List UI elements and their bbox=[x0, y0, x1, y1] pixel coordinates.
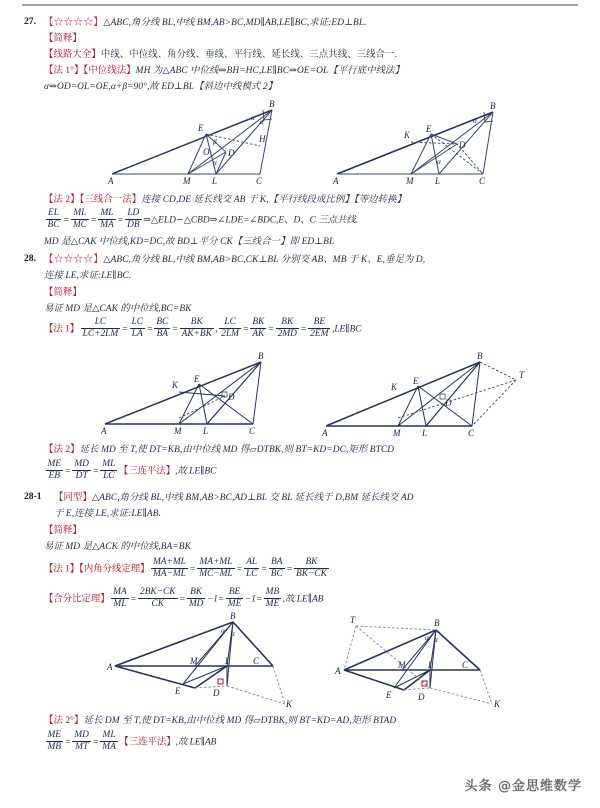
svg-text:B: B bbox=[434, 618, 440, 628]
fraction: $\frac{BK}{2MD}$ bbox=[277, 317, 297, 339]
fraction: $\frac{MA}{ML}$ bbox=[113, 587, 127, 609]
svg-text:L: L bbox=[428, 660, 434, 670]
svg-text:L: L bbox=[203, 426, 209, 436]
sep: , bbox=[215, 324, 218, 335]
problem-28-stars: 【☆☆☆☆】 bbox=[44, 255, 104, 265]
svg-text:α: α bbox=[437, 157, 441, 166]
problem-28-method2-equation: $\frac{ME}{EB}$ = $\frac{MD}{DT}$ = $\frac{ML}{LC}$ 【三连平法】,故 LE∥BC bbox=[47, 459, 217, 481]
problem-27-line3-body: α⇒OD=OL=OE,α+β=90°,故 ED⊥BL【斜边中线模式 2】 bbox=[44, 82, 278, 92]
problem-27-line2-body: MH 为△ABC 中位线⇒BH=HC,LE∥BC⇒OE=OL【平行底中线法】 bbox=[135, 66, 405, 76]
top-rule bbox=[22, 4, 578, 6]
watermark: 头条 @金思维数学 bbox=[464, 779, 582, 794]
problem-28-1-tag: 【同型】 bbox=[54, 493, 92, 503]
svg-text:M: M bbox=[398, 660, 406, 670]
figure-27-1 bbox=[100, 98, 285, 186]
svg-text:β: β bbox=[213, 137, 217, 146]
problem-27-eq-tail: ⇒△ELD∽△CBD⇒∠LDE=∠BDC,E、D、C 三点共线. bbox=[143, 215, 359, 226]
problem-28-1-method1-tag: 【法 1】【内角分线定理】 bbox=[44, 564, 150, 575]
problem-27-statement-text: △ABC,角分线 BL,中线 BM,AB>BC,MD∥AB,LE∥BC,求证:ED⊥BL. bbox=[103, 18, 367, 28]
problem-27-number: 27. bbox=[24, 16, 36, 27]
svg-text:O: O bbox=[203, 147, 210, 157]
svg-text:A: A bbox=[322, 428, 328, 438]
problem-27-stars: 【☆☆☆☆】 bbox=[44, 18, 104, 28]
fraction: $\frac{BE}{ME}$ bbox=[227, 587, 242, 609]
minus-one-1: −1= bbox=[206, 594, 225, 605]
svg-text:C: C bbox=[462, 660, 469, 670]
svg-text:α: α bbox=[260, 117, 264, 126]
problem-28-1-method1b-tail: ,故 LE∥AB bbox=[282, 594, 324, 605]
svg-text:E: E bbox=[194, 374, 200, 384]
problem-28-1-method2-equation: $\frac{ME}{MB}$ = $\frac{MD}{MT}$ = $\frac{ML}{MA}$ 【三连平法】,故 LE∥AB bbox=[47, 730, 217, 752]
fraction: $\frac{MD}{MT}$ bbox=[74, 730, 89, 752]
svg-text:M: M bbox=[406, 176, 414, 186]
svg-text:A: A bbox=[333, 176, 339, 186]
problem-28-method2-body: 延长 MD 至 T,使 DT=KB,由中位线 MD 得▱DTBK,则 BT=KD=DC,矩形 BTCD bbox=[79, 445, 395, 455]
svg-text:K: K bbox=[286, 699, 293, 708]
figure-27-2 bbox=[325, 98, 515, 186]
svg-text:α: α bbox=[231, 629, 235, 638]
svg-text:E: E bbox=[386, 690, 392, 700]
svg-text:E: E bbox=[413, 376, 419, 386]
svg-text:α: α bbox=[221, 626, 225, 635]
fraction: $\frac{BE}{2EM}$ bbox=[310, 317, 329, 339]
fraction: $\frac{BA}{BC}$ bbox=[270, 557, 283, 579]
figure-28-1-2 bbox=[330, 608, 545, 708]
svg-text:A: A bbox=[107, 662, 113, 672]
problem-28-1-method2-tag2: 【三连平法】 bbox=[119, 737, 176, 748]
problem-27-method2-tag: 【法 2】【三线合一法】 bbox=[44, 195, 142, 205]
problem-27-method2 bbox=[44, 193, 406, 208]
fraction: $\frac{MA+ML}{MC-ML}$ bbox=[199, 557, 233, 579]
svg-text:D: D bbox=[213, 688, 220, 698]
problem-28-1-method2-tail: ,故 LE∥AB bbox=[175, 737, 217, 748]
fraction: $\frac{ME}{MB}$ bbox=[47, 730, 62, 752]
svg-text:D: D bbox=[418, 692, 425, 702]
problem-28-statement2: 连接 LE,求证:LE∥BC. bbox=[44, 271, 132, 281]
svg-text:A: A bbox=[101, 426, 107, 436]
problem-28-1-line1-body: 易证 MD 是△ACK 的中位线,BA=BK bbox=[44, 542, 191, 552]
svg-text:K: K bbox=[404, 130, 411, 140]
svg-text:H: H bbox=[259, 134, 266, 144]
problem-28-1-line0-tag: 【简释】 bbox=[44, 526, 82, 536]
fraction: $\frac{LC}{LA}$ bbox=[131, 317, 143, 339]
figure-28-1 bbox=[95, 348, 285, 436]
svg-text:A: A bbox=[335, 666, 341, 676]
problem-28-number: 28. bbox=[24, 253, 36, 264]
problem-28-1-number: 28-1 bbox=[24, 491, 42, 502]
problem-28-line0-tag: 【简释】 bbox=[44, 288, 82, 298]
svg-text:L: L bbox=[225, 656, 231, 666]
problem-28-1-method2 bbox=[44, 714, 396, 729]
problem-28-method1-tag: 【法 1】 bbox=[44, 324, 80, 335]
svg-text:α: α bbox=[434, 635, 438, 644]
svg-text:D: D bbox=[228, 392, 235, 402]
problem-27-line0-tag: 【简释】 bbox=[44, 34, 82, 44]
fraction: $\frac{BK}{AK+BK}$ bbox=[181, 317, 212, 339]
fraction: $\frac{LC}{LC+2LM}$ bbox=[82, 317, 119, 339]
problem-28-1-method2-body: 延长 DM 至 T,使 DT=KB,由中位线 MD 得▱DTBK,则 BT=KD=AD,矩形 BTAD bbox=[83, 716, 397, 726]
svg-text:C: C bbox=[249, 426, 256, 436]
problem-28-1-statement bbox=[54, 491, 414, 506]
fraction: $\frac{MB}{ME}$ bbox=[265, 587, 280, 609]
minus-one-2: −1= bbox=[244, 594, 263, 605]
fraction: $\frac{EL}{BC}$ bbox=[47, 208, 60, 230]
svg-text:B: B bbox=[258, 351, 264, 361]
problem-28-statement-text: △ABC,角分线 BL,中线 BM,AB>BC,CK⊥BL 分别交 AB、MB 于 K、E,垂足为 D, bbox=[103, 255, 426, 265]
svg-text:C: C bbox=[253, 656, 260, 666]
problem-28-1-statement-text: △ABC,角分线 BL,中线 BM,AB>BC,AD⊥BL 交 BL 延长线于 D,BM 延长线交 AD bbox=[91, 493, 414, 503]
problem-28-statement bbox=[44, 253, 425, 268]
svg-text:C: C bbox=[479, 176, 486, 186]
svg-text:K: K bbox=[391, 382, 398, 392]
svg-text:α: α bbox=[251, 113, 255, 122]
problem-28-1-method1: 【法 1】【内角分线定理】 $\frac{MA+ML}{MA-ML}$ = $\frac{MA+ML}{MC-ML}$ = $\frac{AL}{LC}$ = $\frac{BA}{BC}$ = $\frac{BK}{BK-CK}$ bbox=[44, 557, 327, 579]
fraction: $\frac{2BK-CK}{CK}$ bbox=[140, 587, 176, 609]
fraction: $\frac{MA+ML}{MA-ML}$ bbox=[152, 557, 186, 579]
problem-28-method2 bbox=[44, 443, 394, 458]
svg-text:L: L bbox=[435, 176, 441, 186]
problem-28-method2-tail: ,故 LE∥BC bbox=[175, 466, 217, 477]
fraction: $\frac{BC}{BA}$ bbox=[156, 317, 169, 339]
svg-text:α: α bbox=[425, 633, 429, 642]
problem-28-1-statement2: 于 E,连接 LE,求证:LE∥AB. bbox=[54, 509, 162, 519]
problem-27-line1-tag: 【线路大全】 bbox=[44, 50, 101, 60]
fraction: $\frac{ML}{MC}$ bbox=[72, 208, 87, 230]
svg-text:α: α bbox=[473, 116, 477, 125]
problem-27-line1-body: 中线、中位线、角分线、垂线、平行线、延长线、三点共线、三线合一. bbox=[100, 50, 398, 60]
problem-27-line2 bbox=[44, 64, 404, 79]
fraction: $\frac{AL}{LC}$ bbox=[245, 557, 258, 579]
svg-text:E: E bbox=[426, 124, 432, 134]
problem-27-statement bbox=[44, 16, 367, 31]
problem-28-method2-tag: 【法 2】 bbox=[44, 445, 80, 455]
svg-text:K: K bbox=[172, 380, 179, 390]
svg-text:D: D bbox=[459, 140, 466, 150]
svg-text:L: L bbox=[212, 176, 218, 186]
problem-28-method2-tag2: 【三连平法】 bbox=[118, 466, 176, 477]
problem-27-method2-body: 连接 CD,DE 延长线交 AB 于 K,【平行线段成比例】【等边转换】 bbox=[141, 195, 407, 205]
problem-27-method2-equation: $\frac{EL}{BC}$ = $\frac{ML}{MC}$ = $\frac{ML}{MA}$ = $\frac{LD}{DB}$ ⇒△ELD∽△CBD⇒∠LDE=∠BDC,E、D、C 三点共线. bbox=[47, 208, 359, 230]
problem-28-1-method2-tag: 【法 2°】 bbox=[44, 716, 84, 726]
svg-text:M: M bbox=[183, 176, 191, 186]
svg-text:M: M bbox=[174, 426, 182, 436]
svg-text:M: M bbox=[190, 656, 198, 666]
problem-27-line1 bbox=[44, 48, 397, 63]
fraction: $\frac{ML}{MA}$ bbox=[100, 208, 114, 230]
svg-text:E: E bbox=[198, 123, 204, 133]
fraction: $\frac{LC}{2LM}$ bbox=[221, 317, 239, 339]
svg-text:L: L bbox=[422, 428, 428, 438]
svg-text:M: M bbox=[393, 428, 401, 438]
svg-text:α: α bbox=[213, 158, 217, 167]
svg-text:K: K bbox=[494, 699, 501, 708]
fraction: $\frac{BK}{AK}$ bbox=[252, 317, 265, 339]
eq-sign: = bbox=[130, 594, 137, 605]
svg-text:B: B bbox=[477, 351, 483, 361]
fraction: $\frac{BK}{MD}$ bbox=[188, 587, 204, 609]
svg-text:B: B bbox=[230, 611, 236, 621]
svg-text:T: T bbox=[519, 370, 525, 380]
figure-28-2 bbox=[320, 348, 535, 438]
problem-28-1-method1b-tag: 【合分比定理】 bbox=[44, 594, 110, 605]
figure-28-1-1 bbox=[105, 608, 305, 708]
fraction: $\frac{ML}{LC}$ bbox=[102, 459, 116, 481]
svg-text:D: D bbox=[228, 148, 235, 158]
problem-28-method1-tail: ,LE∥BC bbox=[331, 324, 362, 335]
svg-text:T: T bbox=[350, 615, 356, 625]
svg-text:B: B bbox=[269, 99, 275, 109]
svg-text:C: C bbox=[256, 176, 263, 186]
svg-text:D: D bbox=[445, 398, 452, 408]
fraction: $\frac{LD}{DB}$ bbox=[127, 208, 140, 230]
fraction: $\frac{ME}{EB}$ bbox=[47, 459, 62, 481]
problem-28-1-method1b: 【合分比定理】 $\frac{MA}{ML}$ = $\frac{2BK-CK}{CK}$ = $\frac{BK}{MD}$ −1= $\frac{BE}{ME}$ −1= $\frac{MB}{ME}$ ,故 LE∥AB bbox=[44, 587, 324, 609]
svg-text:B: B bbox=[490, 101, 496, 111]
svg-text:C: C bbox=[468, 428, 475, 438]
fraction: $\frac{BK}{BK-CK}$ bbox=[296, 557, 327, 579]
problem-28-line1-body: 易证 MD 是△CAK 的中位线,BC=BK bbox=[44, 304, 192, 314]
fraction: $\frac{MD}{DT}$ bbox=[74, 459, 89, 481]
svg-text:A: A bbox=[108, 176, 114, 186]
problem-27-method2-final: MD 是△CAK 中位线,KD=DC,故 BD⊥平分 CK【三线合一】即 ED⊥BL bbox=[44, 237, 335, 247]
svg-text:E: E bbox=[175, 686, 181, 696]
problem-28-method1: 【法 1】 $\frac{LC}{LC+2LM}$ = $\frac{LC}{LA}$ = $\frac{BC}{BA}$ = $\frac{BK}{AK+BK}$ , $\frac{LC}{2LM}$ = $\frac{BK}{AK}$ = $\frac{BK}{2MD}$ = $\frac{BE}{2EM}$ ,LE∥BC bbox=[44, 317, 362, 339]
fraction: $\frac{ML}{MA}$ bbox=[102, 730, 116, 752]
problem-27-line2-tag: 【法 1°】【中位线法】 bbox=[44, 66, 136, 76]
